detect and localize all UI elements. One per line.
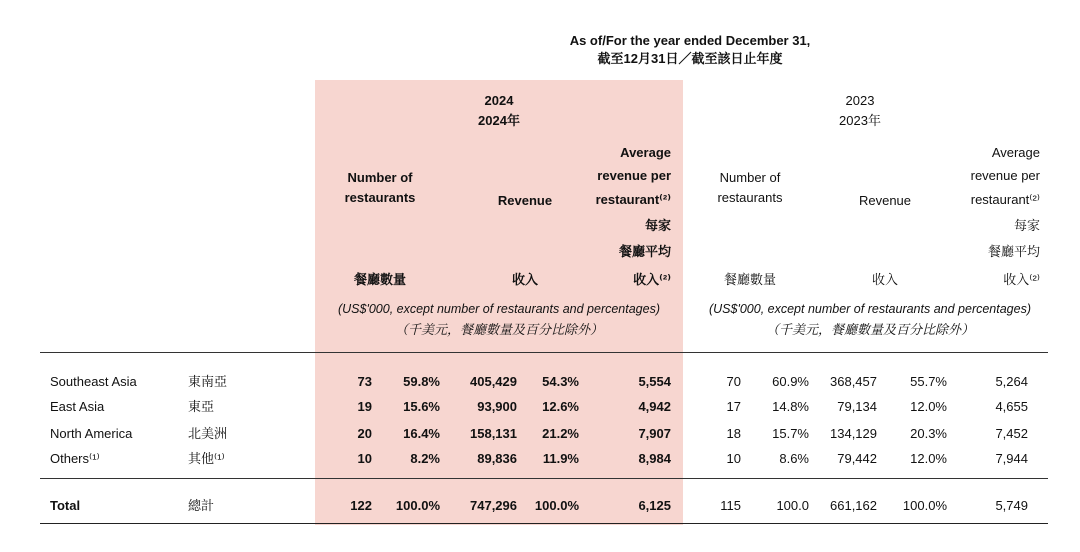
header-2023-count-en-1: Number of bbox=[719, 170, 781, 185]
header-2023-count-en-2: restaurants bbox=[717, 190, 783, 205]
year-2024-label-zh: 2024年 bbox=[478, 113, 520, 128]
cell-2023-avg: 4,655 bbox=[995, 399, 1028, 414]
cell-2024-count: 20 bbox=[357, 426, 372, 441]
header-2024-avg-zh-2: 餐廳平均 bbox=[618, 244, 671, 259]
total-2024-revenue: 747,296 bbox=[470, 498, 517, 513]
table-title-en: As of/For the year ended December 31, bbox=[569, 33, 811, 48]
cell-2024-count-pct: 8.2% bbox=[410, 451, 440, 466]
header-divider bbox=[40, 352, 1048, 353]
total-2023-count: 115 bbox=[720, 498, 741, 513]
cell-2024-count-pct: 59.8% bbox=[403, 374, 440, 389]
cell-2023-revenue: 134,129 bbox=[830, 426, 877, 441]
header-2023-count-zh: 餐廳數量 bbox=[723, 272, 776, 287]
cell-2023-revenue: 368,457 bbox=[830, 374, 877, 389]
cell-2023-count-pct: 8.6% bbox=[779, 451, 809, 466]
total-2023-avg: 5,749 bbox=[995, 498, 1028, 513]
cell-2023-avg: 7,944 bbox=[995, 451, 1028, 466]
cell-2024-avg: 5,554 bbox=[638, 374, 671, 389]
header-2023-avg-zh-1: 每家 bbox=[1013, 218, 1040, 233]
header-2024-avg-zh-1: 每家 bbox=[644, 218, 671, 233]
header-2023-avg-en-3: restaurant⁽²⁾ bbox=[970, 192, 1040, 207]
header-2024-count-zh: 餐廳數量 bbox=[353, 272, 406, 287]
cell-2024-count: 19 bbox=[357, 399, 372, 414]
header-2024-revenue-en: Revenue bbox=[497, 193, 553, 208]
year-2024-label: 2024 bbox=[484, 93, 514, 108]
total-label-en: Total bbox=[50, 498, 81, 513]
year-2023-label-zh: 2023年 bbox=[839, 113, 881, 128]
region-en: East Asia bbox=[50, 399, 105, 414]
header-2023-avg-en-1: Average bbox=[991, 145, 1040, 160]
total-top-rule bbox=[40, 478, 1048, 479]
cell-2023-count-pct: 15.7% bbox=[772, 426, 809, 441]
header-2023-avg-zh-3: 收入⁽²⁾ bbox=[1003, 272, 1040, 287]
cell-2023-avg: 5,264 bbox=[995, 374, 1028, 389]
table-title-zh: 截至12月31日／截至該日止年度 bbox=[597, 51, 783, 66]
cell-2024-revenue-pct: 12.6% bbox=[542, 399, 579, 414]
units-2023-en: (US$'000, except number of restaurants and percentages) bbox=[708, 302, 1031, 316]
header-2024-avg-zh-3: 收入⁽²⁾ bbox=[633, 272, 671, 287]
cell-2023-count: 18 bbox=[726, 426, 741, 441]
region-zh: 北美洲 bbox=[188, 426, 228, 441]
header-2023-avg-zh-2: 餐廳平均 bbox=[987, 244, 1040, 259]
cell-2023-revenue: 79,134 bbox=[837, 399, 877, 414]
cell-2023-revenue: 79,442 bbox=[837, 451, 877, 466]
cell-2024-revenue: 93,900 bbox=[477, 399, 517, 414]
cell-2023-count-pct: 14.8% bbox=[772, 399, 809, 414]
cell-2024-revenue-pct: 54.3% bbox=[542, 374, 579, 389]
region-en: North America bbox=[50, 426, 133, 441]
cell-2024-revenue: 89,836 bbox=[477, 451, 517, 466]
header-2023-avg-en-2: revenue per bbox=[970, 168, 1040, 183]
cell-2023-avg: 7,452 bbox=[995, 426, 1028, 441]
cell-2023-revenue-pct: 12.0% bbox=[910, 399, 947, 414]
region-zh: 其他⁽¹⁾ bbox=[188, 451, 225, 466]
year-2023-label: 2023 bbox=[845, 93, 875, 108]
total-label-zh: 總計 bbox=[188, 498, 215, 513]
cell-2023-count-pct: 60.9% bbox=[772, 374, 809, 389]
cell-2024-count-pct: 16.4% bbox=[403, 426, 440, 441]
total-2023-revenue: 661,162 bbox=[830, 498, 877, 513]
cell-2024-revenue: 405,429 bbox=[470, 374, 517, 389]
header-2024-avg-en-1: Average bbox=[620, 145, 671, 160]
region-zh: 東南亞 bbox=[188, 374, 228, 389]
cell-2023-revenue-pct: 12.0% bbox=[910, 451, 947, 466]
cell-2023-count: 10 bbox=[726, 451, 741, 466]
cell-2023-revenue-pct: 20.3% bbox=[910, 426, 947, 441]
total-2023-count-pct: 100.0 bbox=[776, 498, 809, 513]
header-2024-avg-en-2: revenue per bbox=[597, 168, 671, 183]
total-2023-revenue-pct: 100.0% bbox=[902, 498, 947, 513]
cell-2024-count: 10 bbox=[357, 451, 372, 466]
total-2024-count-pct: 100.0% bbox=[395, 498, 440, 513]
total-2024-avg: 6,125 bbox=[638, 498, 671, 513]
units-2023-zh: （千美元，餐廳數量及百分比除外） bbox=[765, 322, 974, 337]
cell-2024-avg: 8,984 bbox=[638, 451, 671, 466]
header-2023-revenue-zh: 收入 bbox=[871, 272, 898, 287]
cell-2023-count: 17 bbox=[726, 399, 741, 414]
cell-2024-avg: 7,907 bbox=[638, 426, 671, 441]
cell-2023-revenue-pct: 55.7% bbox=[910, 374, 947, 389]
region-zh: 東亞 bbox=[188, 399, 215, 414]
cell-2024-avg: 4,942 bbox=[638, 399, 671, 414]
total-bottom-rule bbox=[40, 523, 1048, 524]
units-2024-zh: （千美元，餐廳數量及百分比除外） bbox=[394, 322, 603, 337]
header-2023-revenue-en: Revenue bbox=[858, 193, 912, 208]
region-en: Others⁽¹⁾ bbox=[50, 451, 100, 466]
cell-2024-count: 73 bbox=[357, 374, 372, 389]
header-2024-revenue-zh: 收入 bbox=[511, 272, 538, 287]
region-en: Southeast Asia bbox=[50, 374, 137, 389]
header-2024-count-en-2: restaurants bbox=[344, 190, 416, 205]
total-2024-revenue-pct: 100.0% bbox=[534, 498, 579, 513]
units-2024-en: (US$'000, except number of restaurants and percentages) bbox=[337, 302, 660, 316]
cell-2023-count: 70 bbox=[726, 374, 741, 389]
cell-2024-revenue: 158,131 bbox=[470, 426, 517, 441]
header-2024-count-en-1: Number of bbox=[347, 170, 413, 185]
cell-2024-count-pct: 15.6% bbox=[403, 399, 440, 414]
header-2024-avg-en-3: restaurant⁽²⁾ bbox=[595, 192, 671, 207]
total-2024-count: 122 bbox=[350, 498, 372, 513]
cell-2024-revenue-pct: 21.2% bbox=[542, 426, 579, 441]
cell-2024-revenue-pct: 11.9% bbox=[542, 451, 579, 466]
